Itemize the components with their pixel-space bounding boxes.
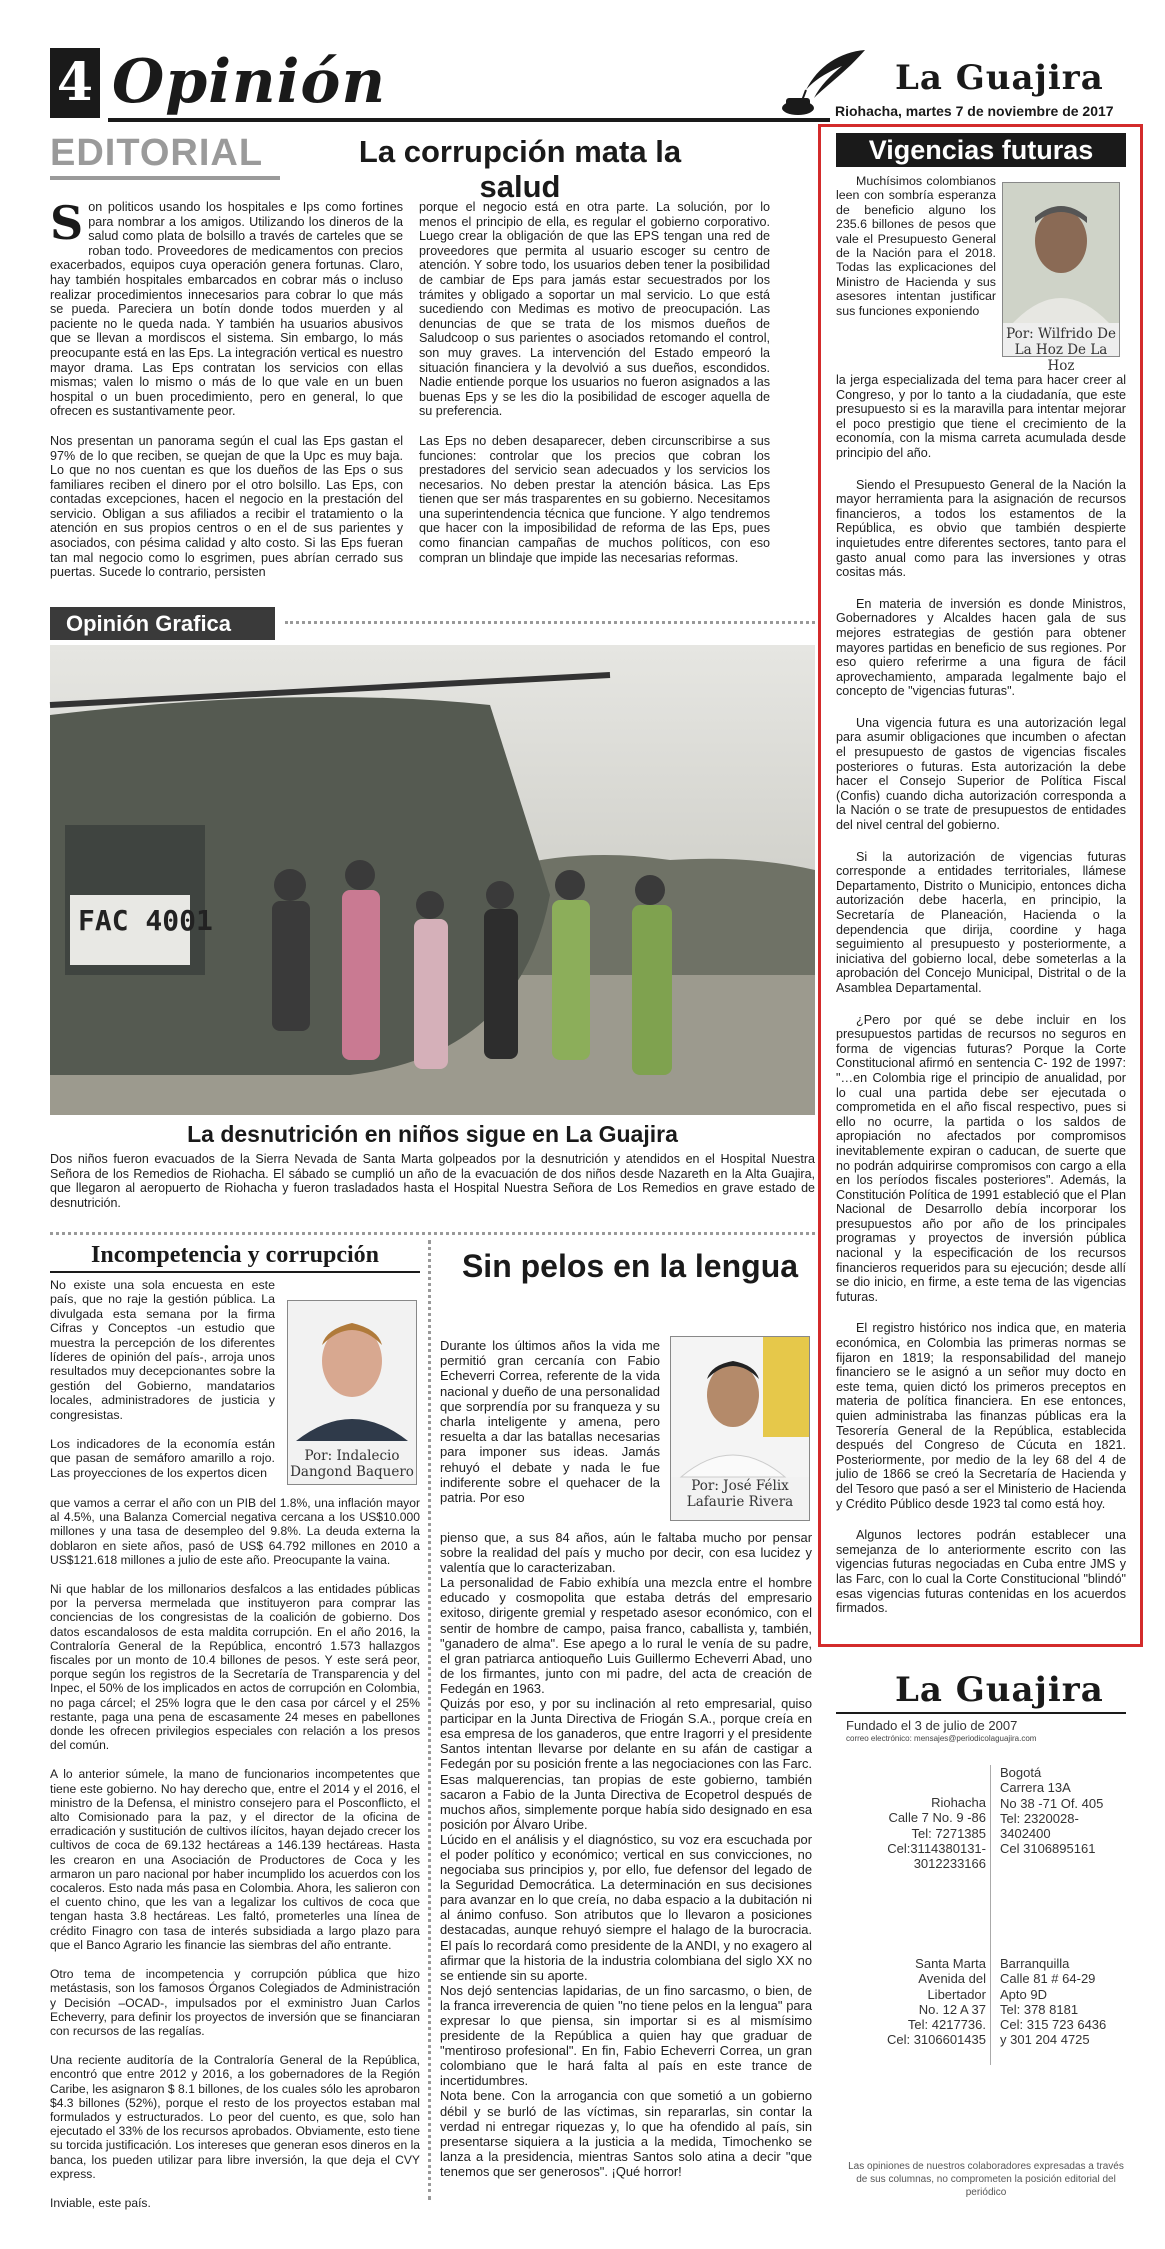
- masthead-email: correo electrónico: mensajes@periodicolaguajira.com: [846, 1734, 1037, 1743]
- paragraph: Los indicadores de la economía están que pasan de semáforo amarillo a rojo. Las proyecciones de los expertos dicen: [50, 1437, 275, 1480]
- office-line: No 38 -71 Of. 405: [1000, 1795, 1104, 1811]
- dotted-rule: [50, 1232, 815, 1235]
- section-title: Opinión: [112, 47, 387, 117]
- editorial-rule: [50, 176, 280, 180]
- paragraph: Una reciente auditoría de la Contraloría General de la República, encontró que entre 2012 y 2016, a los gobernadores de la Región Caribe, les asignaron $ 8.1 billones, de los cuales sólo les aprobaron $4.3 billones (52%), porque el resto de los proyectos estaban mal formulados y estructurados. Lo peor del cuento, es que, solo han ejecutado el 33% de los recursos aprobados. Obviamente, esto tiene su torcida justificación. Los intereses que generan esos dineros en la banca, los pueden utilizar para libre inversión, la que deja el CVY express.: [50, 2053, 420, 2181]
- office-line: Cel:3114380131-: [887, 1840, 986, 1856]
- office-barranquilla: [1000, 1956, 1130, 2048]
- paragraph: Si la autorización de vigencias futuras corresponde a entidades territoriales, llámese Departamento, Distrito o Municipio, entonces dicha autorización debe hacerla, en principio, la Secretaría de Planeación, Hacienda o la dependencia que dirija, coordine y haga seguimiento al presupuesto y posteriormente, a iniciativa del gobierno local, debe someterlas a la aprobación del Concejo Municipal, Distrital o de la Asamblea Departamental.: [836, 849, 1126, 995]
- paragraph: pienso que, a sus 84 años, aún le faltaba mucho por pensar sobre la realidad del país y mucho por decir, con esa lucidez y valentía que lo caracterizaban.: [440, 1530, 812, 1576]
- paragraph: que vamos a cerrar el año con un PIB del 1.8%, una inflación mayor al 4.5%, una Balanza Comercial negativa cercana a los US$10.000 millones y una tasa de desempleo del 9.8%. La deuda externa la doblaron en siete años, pasó de US$ 64.792 millones en 2010 a US$121.618 millones a julio de este año. Preocupante la vaina.: [50, 1496, 420, 1567]
- photo-caption: Dos niños fueron evacuados de la Sierra Nevada de Santa Marta golpeados por la desnutrición y atendidos en el Hospital Nuestra Señora de los Remedios de Riohacha. El sábado se cumplió un año de la evacuación de dos niños desde Nazareth en la Alta Guajira, que llegaron al aeropuerto de Riohacha y fueron trasladados hasta el Hospital Nuestra Señora de Los Remedios en grave estado de desnutrición.: [50, 1152, 815, 1210]
- office-line: Apto 9D: [1000, 1986, 1047, 2002]
- portrait-illustration: [1003, 183, 1119, 323]
- office-line: Libertador: [927, 1986, 986, 2002]
- office-santa-marta: [846, 1956, 986, 2048]
- office-line: Cel: 3106601435: [886, 2032, 986, 2048]
- paragraph: Ni que hablar de los millonarios desfalcos a las entidades públicas por la perversa mermelada que instituyeron para comprar las conciencias de los congresistas de la coalición de gobierno. Dos datos escandalosos de esta maldita corrupción. En el año 2016, la Contraloría General de la República, encontró 1.573 hallazgos fiscales por un monto de 10.4 billones de pesos. Y este será peor, porque según los registros de la Secretaría de Transparencia y del Inpec, el 50% de los implicados en actos de corrupción en Colombia, no paga cárcel; el 25% logra que le den casa por cárcel y el 25% restante, paga una pena de escasamente 24 meses en pabellones donde les ofrecen privilegios especiales con relación a los presos del común.: [50, 1582, 420, 1753]
- office-line: Santa Marta: [915, 1956, 986, 1971]
- office-line: Calle 7 No. 9 -86: [888, 1810, 986, 1826]
- office-line: 3402400: [1000, 1826, 1051, 1842]
- office-line: Bogotá: [1000, 1765, 1042, 1780]
- vigencias-body: [836, 373, 1126, 1635]
- drop-cap: S: [50, 196, 84, 250]
- incompetencia-body: [50, 1496, 420, 2210]
- paragraph: la jerga especializada del tema para hacer creer al Congreso, y por lo tanto a la ciudadanía, que este presupuesto si es la maravilla para intentar mejorar el poco prestigio que tiene el crecimiento de la economía, con la misma carreta acumulada desde principio del año.: [836, 373, 1126, 460]
- photo-headline: La desnutrición en niños sigue en La Guajira: [187, 1121, 678, 1147]
- vigencias-title: Vigencias futuras: [836, 133, 1126, 167]
- paragraph: Otro tema de incompetencia y corrupción pública que hizo metástasis, son los famosos Órganos Colegiados de Administración y Decisión –OCAD-, impulsados por el exministro Juan Carlos Echeverry, para definir los proyectos de inversión que se financiaran con recursos de las regalías.: [50, 1967, 420, 2038]
- column-divider: [428, 1240, 431, 2200]
- paragraph: Las Eps no deben desaparecer, deben circunscribirse a sus funciones: controlar que los precios que cobran los prestadores del servicio sean adecuados y los servicios los necesarios. No deben prestar la atención básica. Las Eps tienen que ser más trasparentes en su gobierno. Necesitamos una superintendencia técnica que funcione. Y algo tendremos que hacer con la imposibilidad de reforma de las Eps, pues como financian campañas de muchos políticos, con eso compran un blindaje que impide las necesarias reformas.: [419, 433, 770, 565]
- title-rule: [50, 1271, 420, 1273]
- helicopter-photo: [50, 645, 815, 1115]
- header-rule: [108, 118, 830, 122]
- paragraph: Nos dejó sentencias lapidarias, de un fino sarcasmo, o bien, de la franca irreverencia de quien "no tiene pelos en la lengua" para expresar lo que piensa, sin importar si es al mismísimo presidente de la República a quien hay que graduar de "mentiroso profesional". En fin, Fabio Echeverri Correa, un gran colombiano que le hará falta al país en este trance de incertidumbres.: [440, 1982, 812, 2089]
- author-credit: Por: José Félix Lafaurie Rivera: [686, 1478, 794, 1510]
- dateline: Riohacha, martes 7 de noviembre de 2017: [835, 103, 1114, 119]
- editorial-column-2: [419, 200, 770, 608]
- paragraph: Inviable, este país.: [50, 2195, 151, 2210]
- editorial-headline: La corrupción mata la salud: [358, 134, 682, 204]
- office-line: Tel: 378 8181: [1000, 2001, 1079, 2017]
- paragraph: Una vigencia futura es una autorización legal para asumir obligaciones que incumben o afectan el presupuesto de gastos de vigencias fiscales posteriores o futuras. Esta autorización la debe hacer el Consejo Superior de Política Fiscal (Confis) cuando dicha autorización corresponda a la Nación o se trate de presupuestos de entidades del nivel central del gobierno.: [836, 715, 1126, 833]
- paragraph: El registro histórico nos indica que, en materia económica, en Colombia las primeras normas se fijaron en 1819; la responsabilidad del manejo financiero se le asignó a un señor muy docto en este tema, quien dictó los primeros preceptos en materia de política financiera. En ese entonces, quien administraba las finanzas públicas era la Tesorería General de la República, establecida después del Congreso de Cúcuta en 1821. Posteriormente, por medio de la ley 68 del 4 de julio de 1866 se creó la Secretaría de Hacienda y del Tesoro que pasó a ser el Ministerio de Hacienda y Crédito Público desde 1923 tal como está hoy.: [836, 1321, 1126, 1511]
- office-line: 3012233166: [913, 1856, 986, 1872]
- paragraph: porque el negocio está en otra parte. La solución, por lo menos el principio de ella, es regular el gobierno corporativo. Luego crear la obligación de que las EPS tengan una red de proveedores que permita al usuario escoger su centro de atención. Y sobre todo, los usuarios deben tener la posibilidad de cambiar de Eps para jamás estar secuestrados por los trámites y obligado a soportar un mal servicio. Lo que está sucediendo con Medimas es motivo de preocupación. Las denuncias de que se trata de los mismos dueños de Saludcoop o sus parientes o asociados retomando el control, son muy graves. La intervención del Estado empeoró la situación financiera y la devolvió a sus dueños, escondidos. Nadie entiende porque los usuarios no fueron asignados a las buenas Eps y se les dio la posibilidad de escoger aquella de su preferencia.: [419, 200, 770, 419]
- office-line: Calle 81 # 64-29: [1000, 1971, 1096, 1987]
- incompetencia-title: Incompetencia y corrupción: [91, 1242, 379, 1268]
- newspaper-brand: La Guajira: [895, 58, 1104, 98]
- office-line: Barranquilla: [1000, 1956, 1070, 1971]
- paragraph: A lo anterior súmele, la mano de funcionarios incompetentes que tiene este gobierno. No hay derecho que, entre el 2014 y el 2016, el ministro de la Defensa, el ministro consejero para el Posconflicto, el alto Comisionado para la paz, y el director de la oficina de erradicación y sustitución de cultivos ilícitos, hayan dejado crecer los cultivos de coca de 69.132 hectáreas a 146.139 hectáreas. Hasta les crearon en una Asociación de Productores de Coca y les armaron un paro nacional por haber incumplido los acuerdos con los cocaleros. Esto nada más pasa en Colombia. Ahora, les salieron con el cuento chino, que les van a legalizar los cultivos de coca que tengan hasta 3.8 hectáreas. Les faltó, prometerles una línea de crédito Finagro con tasa de interés subsidiada a largo plazo para que el Banco Agrario les financie las siembras del año entrante.: [50, 1767, 420, 1952]
- paragraph: ¿Pero por qué se debe incluir en los presupuestos partidas de recursos no seguros en forma de vigencias futuras? Porque la Corte Constitucional afirmó en sentencia C- 192 de 1997: "…en Colombia rige el principio de anualidad, por lo cual una partida debe ser ejecutada o comprometida en el año fiscal respectivo, pues si ello no ocurre, la partida o los saldos de apropiación no afectados por compromisos inevitablemente expiran o caducan, de suerte que no podrán adquirirse compromisos con cargo a ella en los períodos fiscales posteriores". Además, la Constitución Política de 1991 estableció que el Plan Nacional de Desarrollo debía incorporar los presupuestos año por año de los principales programas y proyectos de inversión pública nacional y la especificación de los recursos financieros requeridos para su ejecución; desde allí se dio inicio, en firme, a este tema de las vigencias futuras.: [836, 1012, 1126, 1304]
- vigencias-lead: Muchísimos colombianos leen con sombría esperanza de beneficio alguno los 235.6 billones de pesos que vale el Presupuesto General de la Nación para el 2018. Todas las explicaciones del Ministro de Hacienda y sus asesores intentan justificar sus funciones exponiendo: [836, 174, 996, 318]
- sin-pelos-lead: Durante los últimos años la vida me permitió gran cercanía con Fabio Echeverri Correa, referente de la vida nacional y dueño de una personalidad que sorprendía por su franqueza y su charla inteligente y amena, pero resuelta a dar las batallas necesarias para imponer sus ideas. Jamás rehuyó el debate y nada le fue indiferente sobre el quehacer de la patria. Por eso: [440, 1338, 660, 1506]
- portrait-illustration: [671, 1337, 809, 1477]
- office-line: Carrera 13A: [1000, 1780, 1071, 1796]
- office-line: Tel: 2320028-: [1000, 1810, 1079, 1826]
- paragraph: No existe una sola encuesta en este país, que no raje la gestión pública. La divulgada esta semana por la firma Cifras y Conceptos -un estudio que muestra la percepción de los diferentes líderes de opinión del país-, arroja unos resultados muy decepcionantes sobre la gestión del Gobierno, mandatarios locales, administradores de justicia y congresistas.: [50, 1278, 275, 1422]
- masthead-rule: [836, 1712, 1126, 1714]
- office-riohacha: [846, 1795, 986, 1871]
- paragraph: En materia de inversión es donde Ministros, Gobernadores y Alcaldes hacen gala de sus mejores estrategias de gestión para obtener mayores partidas en beneficio de sus regiones. Por eso quiero referirme a una figura de fácil aprovechamiento, amparada legalmente bajo el concepto de "vigencias futuras".: [836, 596, 1126, 699]
- office-line: Tel: 4217736.: [907, 2017, 986, 2033]
- paragraph: Lúcido en el análisis y el diagnóstico, su voz era escuchada por el poder político y económico; vertical en sus convicciones, no negociaba sus principios y, por ello, fue defensor del legado de la Seguridad Democrática. La determinación en sus decisiones para avanzar en lo que creía, no daba espacio a la dubitación ni al ánimo confuso. Son atributos que lo llevaron a posiciones destacadas, aunque rehuyó siempre el halago de la burocracia. El país lo recordará como presidente de la ANDI, y no exagero al afirmar que la historia de la industria colombiana del siglo XX no se entiende sin su aporte.: [440, 1831, 812, 1983]
- masthead-brand: La Guajira: [895, 1670, 1104, 1710]
- paragraph: Nos presentan un panorama según el cual las Eps gastan el 97% de lo que reciben, se quejan de que la Upc es muy baja. Lo que no nos cuentan es que los dueños de las Eps o sus familiares reciben el dinero por el otro bolsillo. Las Eps, con contadas excepciones, hacen el negocio en la prestación del servicio. Obligan a sus afiliados a recibir el tratamiento o la atención en sus propios centros o en el de sus parientes y asociados, con pésima calidad y alto costo. Si las Eps fueran tan mal negocio como lo esgrimen, pues abrían cerrado sus puertas. Sucede lo contrario, persisten: [50, 433, 403, 580]
- dotted-rule: [285, 621, 815, 624]
- editorial-column-1: [50, 196, 403, 608]
- author-credit: Por: Wilfrido De La Hoz De La Hoz: [1006, 326, 1116, 374]
- office-line: No. 12 A 37: [918, 2001, 986, 2017]
- office-line: Cel: 315 723 6436: [1000, 2017, 1107, 2033]
- portrait-illustration: [288, 1301, 416, 1441]
- sin-pelos-title: Sin pelos en la lengua: [461, 1248, 799, 1284]
- paragraph: Siendo el Presupuesto General de la Nación la mayor herramienta para la asignación de recursos financieros, a todos los estamentos de la República, es obvio que también despierte inquietudes entre diferentes sectores, tanto para el gasto anual como para las inversiones y otras cositas más.: [836, 477, 1126, 580]
- page-number: 4: [50, 48, 100, 118]
- founded-date: Fundado el 3 de julio de 2007: [846, 1718, 1018, 1733]
- masthead-divider: [990, 1765, 991, 2065]
- paragraph: on politicos usando los hospitales e Ips como fortines para nombrar a los amigos. Utilizando los dineros de la salud como plata de bolsillo a través de carteles que se roban todo. Proveedores de medicamentos con precios exacerbados, equipos cuya operación genera fortunas. Claro, hay también hospitales embarcados en cobrar más o incluso realizar procedimientos innecesarios para cobrar lo que más se pueda. Pareciera un botín donde todos muerden y al paciente no le queda nada. Y también ha usuarios abusivos que se llevan a mordiscos el sistema. Sin embargo, lo más preocupante está en las Eps. La integración vertical es nuestro mayor drama. Las Eps contratan los servicios con ellas mismas; valen lo mismo o más de lo que vale en un buen hospital o un buen procedimiento, pero en general, lo que ofrecen es sustantivamente peor.: [50, 200, 403, 419]
- helicopter-marking-1: FAC 4001: [78, 904, 213, 937]
- office-line: y 301 204 4725: [1000, 2032, 1090, 2048]
- sin-pelos-body: [440, 1530, 812, 2195]
- paragraph: Quizás por eso, y por su inclinación al reto empresarial, quiso participar en la Junta Directiva de Friogán S.A., porque creía en esa empresa de los ganaderos, que entre Iragorri y el presidente Santos intentan llevarse por delante en su afán de castigar a Fedegán por su posición frente a las negociaciones con las Farc. Esas malquerencias, tan propias de este gobierno, también sacaron a Fabio de la Junta Directiva de Ecopetrol después de muchos años, simplemente porque había sido designado en esa posición por Álvaro Uribe.: [440, 1696, 812, 1832]
- paragraph: Nota bene. Con la arrogancia con que sometió a un gobierno débil y se burló de las víctimas, sin repararlas, sin contar la verdad ni entregar riquezas y, lo que ha ofendido al país, sin presentarse siquiera a la justicia a la medida, Timochenko se lanza a la presidencia, mientras Santos solo atina a decir "que tenemos que ser generosos". ¡Qué horror!: [440, 2088, 812, 2179]
- opinion-grafica-label: Opinión Grafica: [50, 607, 275, 640]
- paragraph: Algunos lectores podrán establecer una semejanza de lo anteriormente escrito con las vigencias futuras negociadas en Cuba entre JMS y las Farc, con lo cual la Corte Constitucional "blindó" esas vigencias futuras contenidas en los acuerdos firmados.: [836, 1528, 1126, 1616]
- office-bogota: [1000, 1765, 1130, 1857]
- photo-illustration: [50, 645, 815, 1115]
- office-line: Tel: 7271385: [911, 1825, 986, 1841]
- masthead-disclaimer: Las opiniones de nuestros colaboradores expresadas a través de sus columnas, no comprometen la posición editorial del periódico: [848, 2161, 1124, 2198]
- office-line: Cel 3106895161: [1000, 1841, 1096, 1857]
- incompetencia-lead: [50, 1278, 275, 1493]
- office-line: Avenida del: [918, 1971, 986, 1987]
- author-credit: Por: Indalecio Dangond Baquero: [290, 1448, 414, 1480]
- editorial-kicker: EDITORIAL: [50, 132, 264, 174]
- office-line: Riohacha: [931, 1795, 986, 1810]
- paragraph: La personalidad de Fabio exhibía una mezcla entre el hombre educado y cosmopolita que estaba detrás del empresario exitoso, dirigente gremial y respetado asesor económico, con el sentir de hombre de campo, paisa franco, caballista y, también, "ganadero de alma". Ese apego a lo rural le venía de su padre, el gran patriarca antioqueño Luis Guillermo Echeverri Abad, uno de los firmantes, junto con mi padre, del acta de creación de Fedegán en 1963.: [440, 1575, 812, 1696]
